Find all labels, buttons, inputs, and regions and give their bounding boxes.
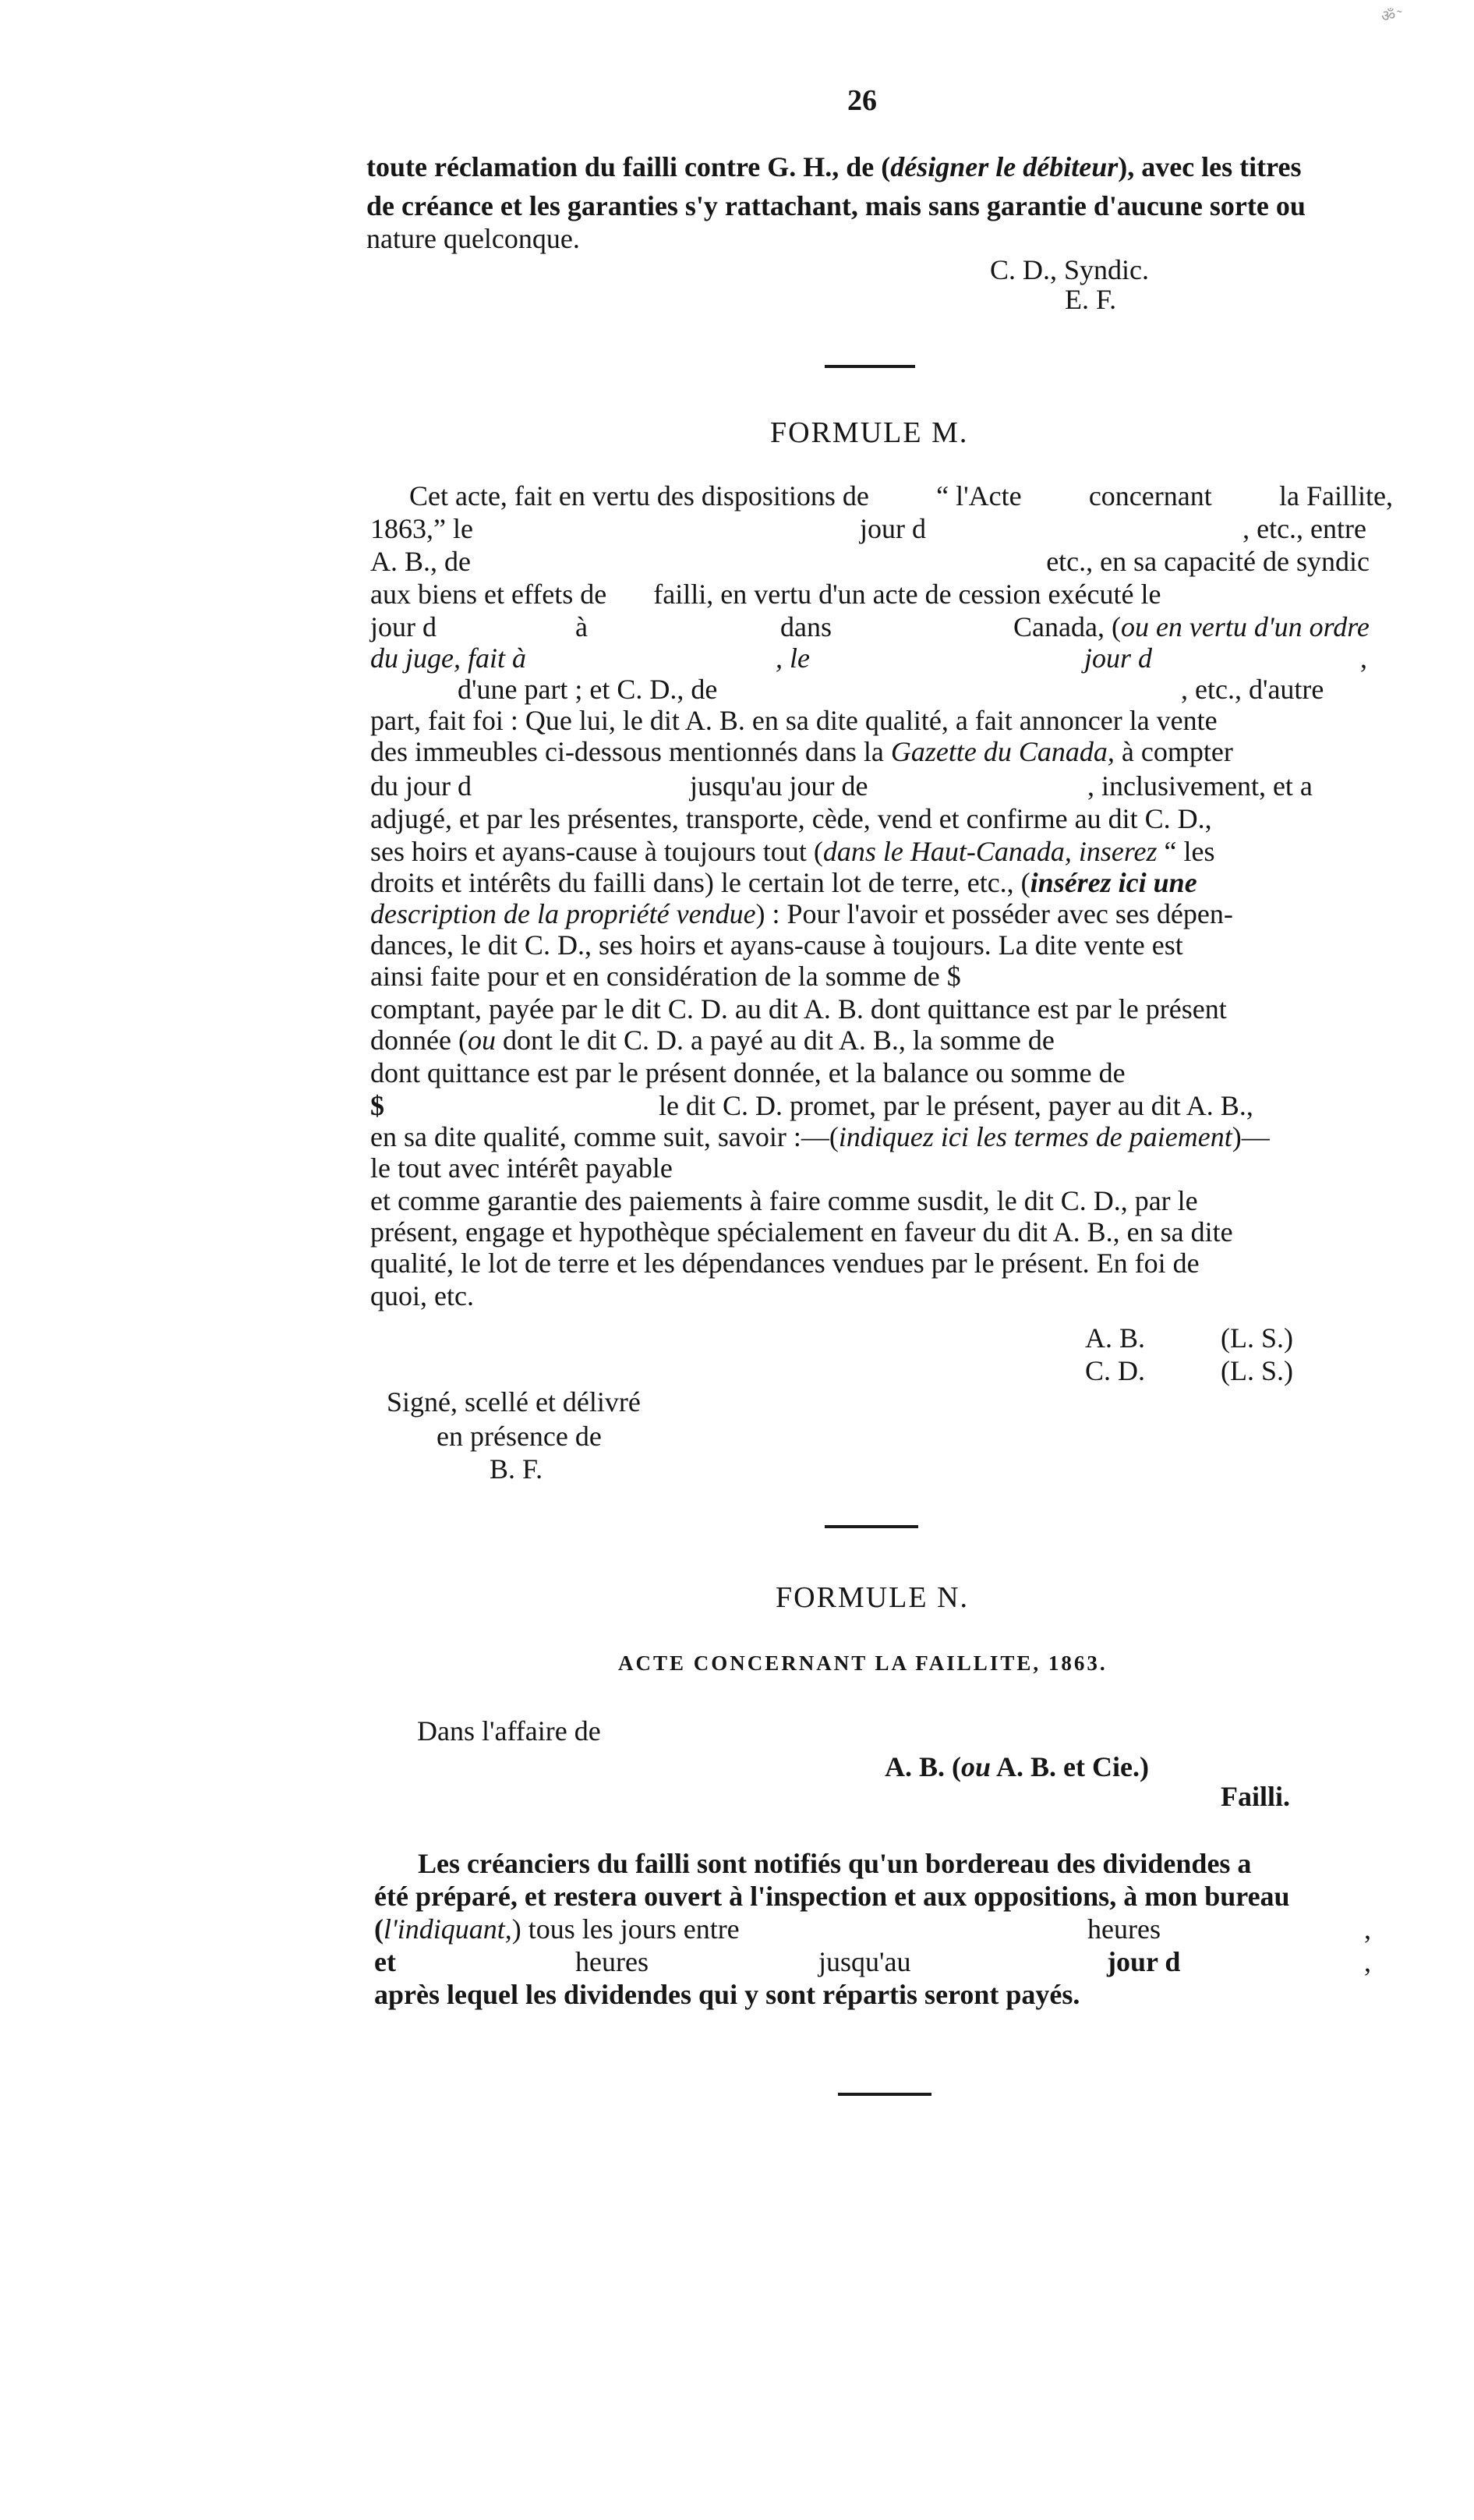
form-n-para-line-1: Les créanciers du failli sont notifiés qu'un bordereau des dividendes a — [418, 1848, 1252, 1879]
text: “ les — [1157, 836, 1215, 867]
form-l-signature-ef: E. F. — [1065, 284, 1117, 315]
form-m-line-15: dances, le dit C. D., ses hoirs et ayans-cause à toujours. La dite vente est — [370, 929, 1183, 961]
form-m-line-10 — [370, 772, 1376, 800]
text: à compter — [1114, 736, 1233, 767]
text-italic: description de la propriété vendue — [370, 898, 756, 929]
text: , etc., d'autre — [1181, 674, 1324, 705]
form-m-line-8: part, fait foi : Que lui, le dit A. B. en sa dite qualité, a fait annoncer la vente — [370, 705, 1218, 736]
text-italic: jour d — [1084, 642, 1153, 674]
text: ) : Pour l'avoir et posséder avec ses dépen- — [755, 898, 1233, 929]
form-n-affaire: Dans l'affaire de — [417, 1715, 601, 1747]
text-italic: ou en vertu d'un ordre — [1120, 611, 1370, 642]
text: jour d — [370, 611, 437, 642]
text: )— — [1232, 1121, 1270, 1152]
signature-ab: A. B. — [1085, 1322, 1146, 1354]
text: le dit C. D. promet, par le présent, payer au dit A. B., — [659, 1090, 1253, 1121]
form-n-party — [885, 1753, 1149, 1781]
text: à — [575, 611, 588, 642]
text: heures — [1087, 1913, 1161, 1945]
text-italic: indiquez ici les termes de paiement — [838, 1121, 1232, 1152]
text: ses hoirs et ayans-cause à toujours tout ( — [370, 836, 823, 867]
text: des immeubles ci-dessous mentionnés dans la — [370, 736, 891, 767]
form-m-line-2 — [370, 515, 1366, 543]
text-italic: Gazette du Canada, — [890, 736, 1115, 767]
form-n-heading: FORMULE N. — [776, 1581, 970, 1614]
text-italic: l'indiquant, — [384, 1913, 512, 1945]
text-italic: désigner le débiteur — [890, 151, 1119, 182]
form-m-line-6 — [370, 644, 1376, 672]
text: “ l'Acte — [936, 480, 1022, 511]
form-n-para-line-5: après lequel les dividendes qui y sont répartis seront payés. — [374, 1979, 1080, 2010]
text: du jour d — [370, 770, 472, 802]
text: ( — [374, 1913, 384, 1945]
text: Cet acte, fait en vertu des dispositions de — [409, 480, 869, 511]
form-n-para-line-4 — [374, 1948, 1380, 1976]
form-l-line-3: nature quelconque. — [366, 223, 580, 254]
text: la Faillite, — [1279, 480, 1393, 511]
text: ) tous les jours entre — [511, 1913, 740, 1945]
text: failli, en vertu d'un acte de cession exécuté le — [653, 579, 1161, 610]
text: aux biens et effets de — [370, 579, 607, 610]
margin-mark: ॐ ͂ — [1381, 8, 1400, 25]
text: A. B. ( — [885, 1751, 961, 1782]
text: $ — [370, 1090, 384, 1121]
text: dans — [780, 611, 832, 642]
text-italic: ou — [961, 1751, 992, 1782]
text: 1863,” le — [370, 513, 473, 544]
separator-rule — [838, 2093, 931, 2096]
form-m-line-11: adjugé, et par les présentes, transporte, cède, vend et confirme au dit C. D., — [370, 803, 1212, 834]
seal-ls-1: (L. S.) — [1221, 1322, 1293, 1354]
form-n-para-line-3 — [374, 1915, 1380, 1943]
text: , — [1364, 1946, 1371, 1977]
form-n-subheading: ACTE CONCERNANT LA FAILLITE, 1863. — [618, 1651, 1108, 1675]
text: A. B., de — [370, 546, 471, 577]
text: et — [374, 1946, 396, 1977]
text: droits et intérêts du failli dans) le certain lot de terre, etc., ( — [370, 867, 1030, 898]
text-italic: ou — [467, 1025, 496, 1056]
form-m-line-23: et comme garantie des paiements à faire comme susdit, le dit C. D., par le — [370, 1185, 1198, 1216]
witness-line-1: Signé, scellé et délivré — [387, 1386, 641, 1418]
text-italic: , le — [776, 642, 810, 674]
signature-cd: C. D. — [1085, 1355, 1146, 1386]
separator-rule — [825, 365, 915, 368]
text: , — [1360, 642, 1367, 674]
form-m-line-24: présent, engage et hypothèque spécialement en faveur du dit A. B., en sa dite — [370, 1216, 1233, 1248]
text: etc., en sa capacité de syndic — [1046, 546, 1370, 577]
text-italic: insérez ici une — [1030, 867, 1197, 898]
text: , etc., entre — [1242, 513, 1366, 544]
form-m-line-20 — [370, 1092, 1376, 1120]
form-m-line-18 — [370, 1026, 1055, 1054]
text: ), avec les titres — [1118, 151, 1302, 182]
form-m-heading: FORMULE M. — [770, 416, 969, 449]
witness-line-2: en présence de — [437, 1421, 602, 1452]
text: en sa dite qualité, comme suit, savoir :—( — [370, 1121, 839, 1152]
form-m-line-19: dont quittance est par le présent donnée, et la balance ou somme de — [370, 1057, 1126, 1088]
page-number: 26 — [847, 84, 877, 117]
separator-rule — [825, 1525, 918, 1528]
text: jour d — [860, 513, 927, 544]
form-m-line-25: qualité, le lot de terre et les dépendances vendues par le présent. En foi de — [370, 1248, 1200, 1279]
text: A. B. et Cie.) — [991, 1751, 1149, 1782]
text: d'une part ; et C. D., de — [458, 674, 718, 705]
form-m-line-5 — [370, 613, 1376, 641]
form-m-line-4 — [370, 580, 1161, 608]
form-m-line-17: comptant, payée par le dit C. D. au dit A. B. dont quittance est par le présent — [370, 993, 1227, 1025]
form-m-line-26: quoi, etc. — [370, 1280, 474, 1311]
text: concernant — [1088, 480, 1212, 511]
form-m-line-9 — [370, 738, 1233, 766]
form-m-line-14 — [370, 900, 1233, 928]
text: jusqu'au jour de — [690, 770, 868, 802]
text: , inclusivement, et a — [1087, 770, 1313, 802]
text: dont le dit C. D. a payé au dit A. B., la somme de — [495, 1025, 1055, 1056]
form-m-line-3 — [370, 547, 1370, 575]
form-n-para-line-2: été préparé, et restera ouvert à l'inspection et aux oppositions, à mon bureau — [374, 1881, 1290, 1912]
seal-ls-2: (L. S.) — [1221, 1355, 1293, 1386]
text: jusqu'au — [818, 1946, 911, 1977]
form-l-signature-syndic: C. D., Syndic. — [990, 254, 1150, 285]
text: heures — [575, 1946, 649, 1977]
form-m-line-1 — [409, 482, 1393, 510]
form-m-line-16: ainsi faite pour et en considération de la somme de $ — [370, 961, 961, 992]
text: , — [1364, 1913, 1371, 1945]
form-l-line-1 — [366, 153, 1301, 181]
text: donnée ( — [370, 1025, 468, 1056]
form-m-line-22: le tout avec intérêt payable — [370, 1152, 673, 1184]
text: jour d — [1107, 1946, 1181, 1977]
form-m-line-21 — [370, 1123, 1270, 1151]
form-m-line-12 — [370, 837, 1214, 865]
text-italic: dans le Haut-Canada, inserez — [822, 836, 1158, 867]
form-n-failli: Failli. — [1221, 1781, 1290, 1812]
witness-line-3: B. F. — [490, 1453, 543, 1485]
text-italic: du juge, fait à — [370, 642, 526, 674]
text: Canada, ( — [1013, 611, 1121, 642]
text — [1013, 613, 1370, 641]
text: toute réclamation du failli contre G. H., de ( — [366, 151, 891, 182]
form-l-line-2: de créance et les garanties s'y rattachant, mais sans garantie d'aucune sorte ou — [366, 190, 1306, 221]
form-m-line-13 — [370, 869, 1197, 897]
